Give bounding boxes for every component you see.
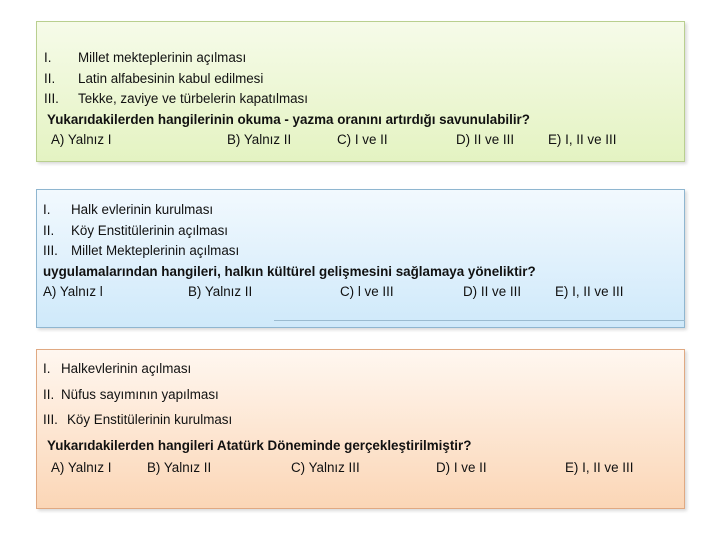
statement-item bbox=[44, 89, 684, 110]
question-box-3 bbox=[36, 349, 685, 509]
answer-options bbox=[44, 130, 684, 151]
statement-number: I. bbox=[43, 361, 51, 376]
question-box-2 bbox=[36, 189, 685, 328]
divider bbox=[274, 320, 685, 321]
option-b[interactable]: B) Yalnız II bbox=[227, 132, 292, 147]
option-e[interactable]: E) I, II ve III bbox=[565, 460, 634, 475]
option-d[interactable]: D) II ve III bbox=[463, 284, 522, 299]
option-e[interactable]: E) I, II ve III bbox=[555, 284, 624, 299]
option-b[interactable]: B) Yalnız II bbox=[188, 284, 253, 299]
statement-number: I. bbox=[44, 50, 52, 65]
statement-item bbox=[43, 407, 684, 433]
statement-item bbox=[43, 241, 684, 262]
statement-text: Millet Mekteplerinin açılması bbox=[71, 243, 240, 258]
statement-text: Köy Enstitülerinin açılması bbox=[71, 222, 229, 238]
statement-number: II. bbox=[43, 222, 55, 238]
statement-text: Halk evlerinin kurulması bbox=[71, 202, 214, 217]
statement-item bbox=[43, 382, 684, 408]
option-c[interactable]: C) Yalnız III bbox=[291, 460, 360, 475]
option-d[interactable]: D) II ve III bbox=[456, 132, 515, 147]
option-e[interactable]: E) I, II ve III bbox=[548, 132, 617, 147]
answer-options bbox=[43, 282, 684, 303]
statement-number: I. bbox=[43, 202, 51, 217]
option-a[interactable]: A) Yalnız l bbox=[43, 284, 103, 299]
question-box-1 bbox=[36, 21, 685, 162]
statement-item bbox=[44, 48, 684, 69]
option-a[interactable]: A) Yalnız I bbox=[51, 460, 112, 475]
option-d[interactable]: D) I ve II bbox=[436, 460, 487, 475]
option-a[interactable]: A) Yalnız I bbox=[51, 132, 112, 147]
statement-number: II. bbox=[44, 70, 56, 86]
question-text: Yukarıdakilerden hangileri Atatürk Döneminde gerçekleştirilmiştir? bbox=[47, 437, 472, 453]
statement-item bbox=[43, 356, 684, 382]
statement-text: Köy Enstitülerinin kurulması bbox=[67, 412, 233, 427]
answer-options bbox=[43, 458, 684, 484]
statement-number: III. bbox=[44, 91, 59, 106]
statement-text: Tekke, zaviye ve türbelerin kapatılması bbox=[78, 91, 308, 106]
option-c[interactable]: C) I ve II bbox=[337, 132, 388, 147]
statement-text: Nüfus sayımının yapılması bbox=[61, 386, 219, 402]
statement-number: III. bbox=[43, 243, 58, 258]
statement-number: III. bbox=[43, 412, 58, 427]
statement-number: II. bbox=[43, 386, 55, 402]
question-text: Yukarıdakilerden hangilerinin okuma - yazma oranını artırdığı savunulabilir? bbox=[47, 111, 530, 127]
statement-item bbox=[44, 69, 684, 90]
statement-item bbox=[43, 221, 684, 242]
option-c[interactable]: C) l ve III bbox=[340, 284, 394, 299]
statement-text: Latin alfabesinin kabul edilmesi bbox=[78, 70, 264, 86]
question-text: uygulamalarından hangileri, halkın kültürel gelişmesini sağlamaya yöneliktir? bbox=[43, 263, 536, 279]
statement-text: Millet mekteplerinin açılması bbox=[78, 50, 247, 65]
option-b[interactable]: B) Yalnız II bbox=[147, 460, 212, 475]
statement-text: Halkevlerinin açılması bbox=[61, 361, 192, 376]
statement-item bbox=[43, 200, 684, 221]
